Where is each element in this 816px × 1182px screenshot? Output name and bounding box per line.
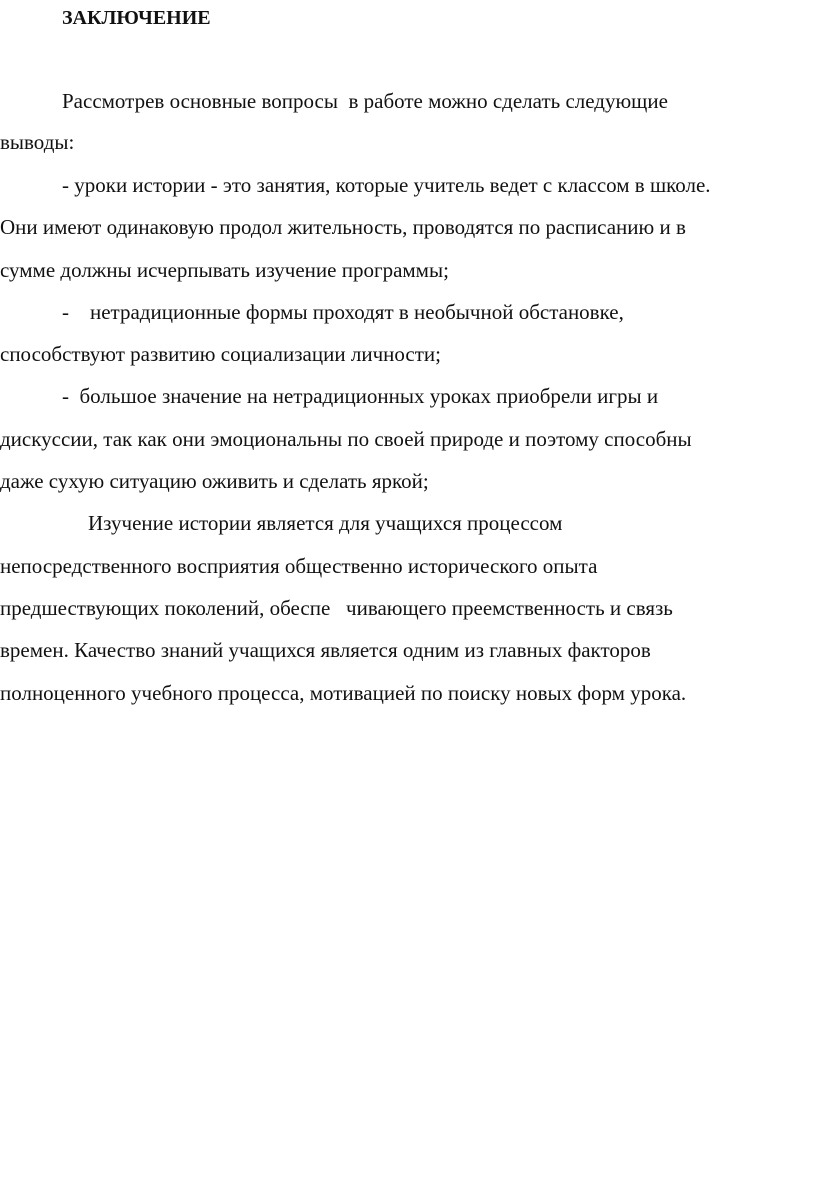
paragraph-line: способствуют развитию социализации личности; (0, 342, 441, 366)
paragraph-line: Они имеют одинаковую продол жительность, проводятся по расписанию и в (0, 215, 686, 239)
paragraph-line: даже сухую ситуацию оживить и сделать яркой; (0, 469, 429, 493)
paragraph-line: Изучение истории является для учащихся процессом (88, 511, 563, 535)
paragraph-line: дискуссии, так как они эмоциональны по своей природе и поэтому способны (0, 427, 692, 451)
paragraph-line: полноценного учебного процесса, мотивацией по поиску новых форм урока. (0, 681, 687, 705)
paragraph-line: предшествующих поколений, обеспе чивающего преемственность и связь (0, 596, 673, 620)
paragraph-line: непосредственного восприятия общественно исторического опыта (0, 554, 598, 578)
paragraph-line: сумме должны исчерпывать изучение программы; (0, 258, 449, 282)
paragraph-line: Рассмотрев основные вопросы в работе можно сделать следующие (62, 89, 668, 113)
paragraph-line: - большое значение на нетрадиционных уроках приобрели игры и (62, 384, 659, 408)
paragraph-line: - нетрадиционные формы проходят в необычной обстановке, (62, 300, 624, 324)
paragraph-line: выводы: (0, 130, 75, 154)
paragraph-line: времен. Качество знаний учащихся является одним из главных факторов (0, 638, 651, 662)
document-heading: ЗАКЛЮЧЕНИЕ (62, 7, 211, 29)
paragraph-line: - уроки истории - это занятия, которые учитель ведет с классом в школе. (62, 173, 711, 197)
